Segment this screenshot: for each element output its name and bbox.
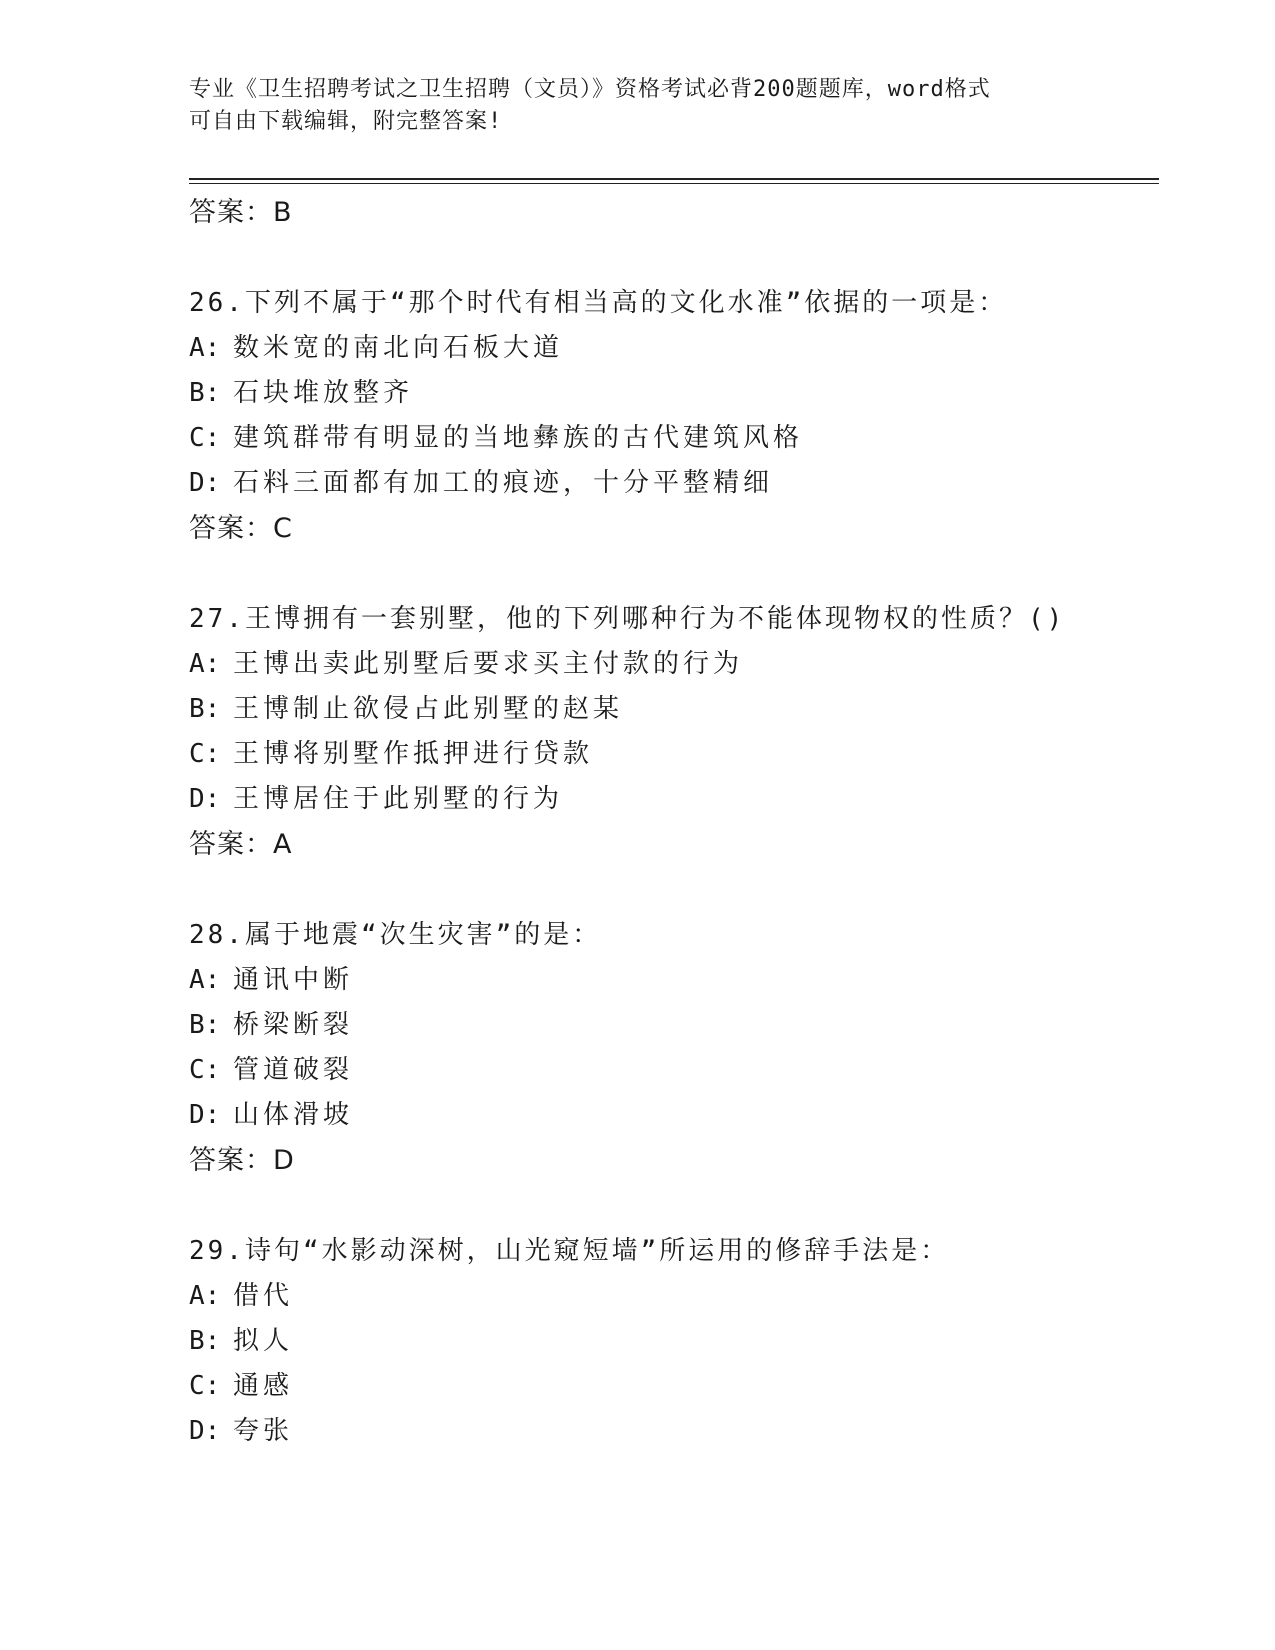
option-b: [189, 371, 1159, 416]
question-27: [189, 596, 1159, 868]
answer-line: 答案：C: [189, 513, 293, 544]
option-a: [189, 326, 1159, 371]
option-letter: B:: [189, 1010, 221, 1040]
option-letter: A:: [189, 965, 221, 995]
option-text: 王博出卖此别墅后要求买主付款的行为: [233, 649, 744, 679]
question-stem: 26.下列不属于“那个时代有相当高的文化水准”依据的一项是：: [189, 288, 1008, 318]
option-text: 桥梁断裂: [233, 1010, 354, 1040]
option-text: 拟人: [233, 1326, 294, 1356]
option-d: [189, 1093, 1159, 1138]
option-b: [189, 1003, 1159, 1048]
option-text: 建筑群带有明显的当地彝族的古代建筑风格: [233, 423, 804, 453]
header-line-1: 专业《卫生招聘考试之卫生招聘（文员）》资格考试必背200题题库，word格式: [189, 77, 991, 102]
question-28: [189, 912, 1159, 1184]
question-29: [189, 1228, 1159, 1454]
option-c: [189, 732, 1159, 777]
option-letter: D:: [189, 784, 221, 814]
option-text: 王博制止欲侵占此别墅的赵某: [233, 694, 624, 724]
option-text: 通感: [233, 1371, 294, 1401]
option-c: [189, 1364, 1159, 1409]
option-d: [189, 777, 1159, 822]
header-divider-thin: [189, 183, 1159, 184]
option-text: 借代: [233, 1281, 294, 1311]
option-text: 管道破裂: [233, 1055, 354, 1085]
option-b: [189, 687, 1159, 732]
option-letter: D:: [189, 468, 221, 498]
option-letter: B:: [189, 1326, 221, 1356]
option-letter: A:: [189, 333, 221, 363]
question-list: [189, 190, 1159, 1454]
option-c: [189, 1048, 1159, 1093]
option-text: 数米宽的南北向石板大道: [233, 333, 564, 363]
option-text: 王博将别墅作抵押进行贷款: [233, 739, 594, 769]
option-letter: C:: [189, 1371, 221, 1401]
option-text: 山体滑坡: [233, 1100, 354, 1130]
option-letter: A:: [189, 1281, 221, 1311]
option-letter: B:: [189, 694, 221, 724]
question-stem: 29.诗句“水影动深树，山光窥短墙”所运用的修辞手法是：: [189, 1236, 950, 1266]
option-d: [189, 461, 1159, 506]
answer-line: 答案：D: [189, 1145, 295, 1176]
answer-line: 答案：A: [189, 829, 293, 860]
question-stem: 27.王博拥有一套别墅，他的下列哪种行为不能体现物权的性质？(): [189, 604, 1066, 634]
header-line-2: 可自由下载编辑，附完整答案!: [189, 109, 503, 134]
option-letter: B:: [189, 378, 221, 408]
option-text: 通讯中断: [233, 965, 354, 995]
answer-previous: 答案：B: [189, 197, 293, 228]
option-letter: C:: [189, 739, 221, 769]
option-letter: C:: [189, 423, 221, 453]
option-letter: D:: [189, 1100, 221, 1130]
document-header: [189, 74, 1089, 138]
option-a: [189, 642, 1159, 687]
option-text: 石料三面都有加工的痕迹，十分平整精细: [233, 468, 774, 498]
option-a: [189, 958, 1159, 1003]
question-stem: 28.属于地震“次生灾害”的是：: [189, 920, 602, 950]
option-letter: C:: [189, 1055, 221, 1085]
option-a: [189, 1274, 1159, 1319]
option-d: [189, 1409, 1159, 1454]
option-text: 王博居住于此别墅的行为: [233, 784, 564, 814]
question-26: [189, 280, 1159, 552]
option-letter: D:: [189, 1416, 221, 1446]
option-text: 石块堆放整齐: [233, 378, 414, 408]
header-divider-thick: [189, 178, 1159, 180]
option-text: 夸张: [233, 1416, 294, 1446]
option-b: [189, 1319, 1159, 1364]
option-c: [189, 416, 1159, 461]
option-letter: A:: [189, 649, 221, 679]
